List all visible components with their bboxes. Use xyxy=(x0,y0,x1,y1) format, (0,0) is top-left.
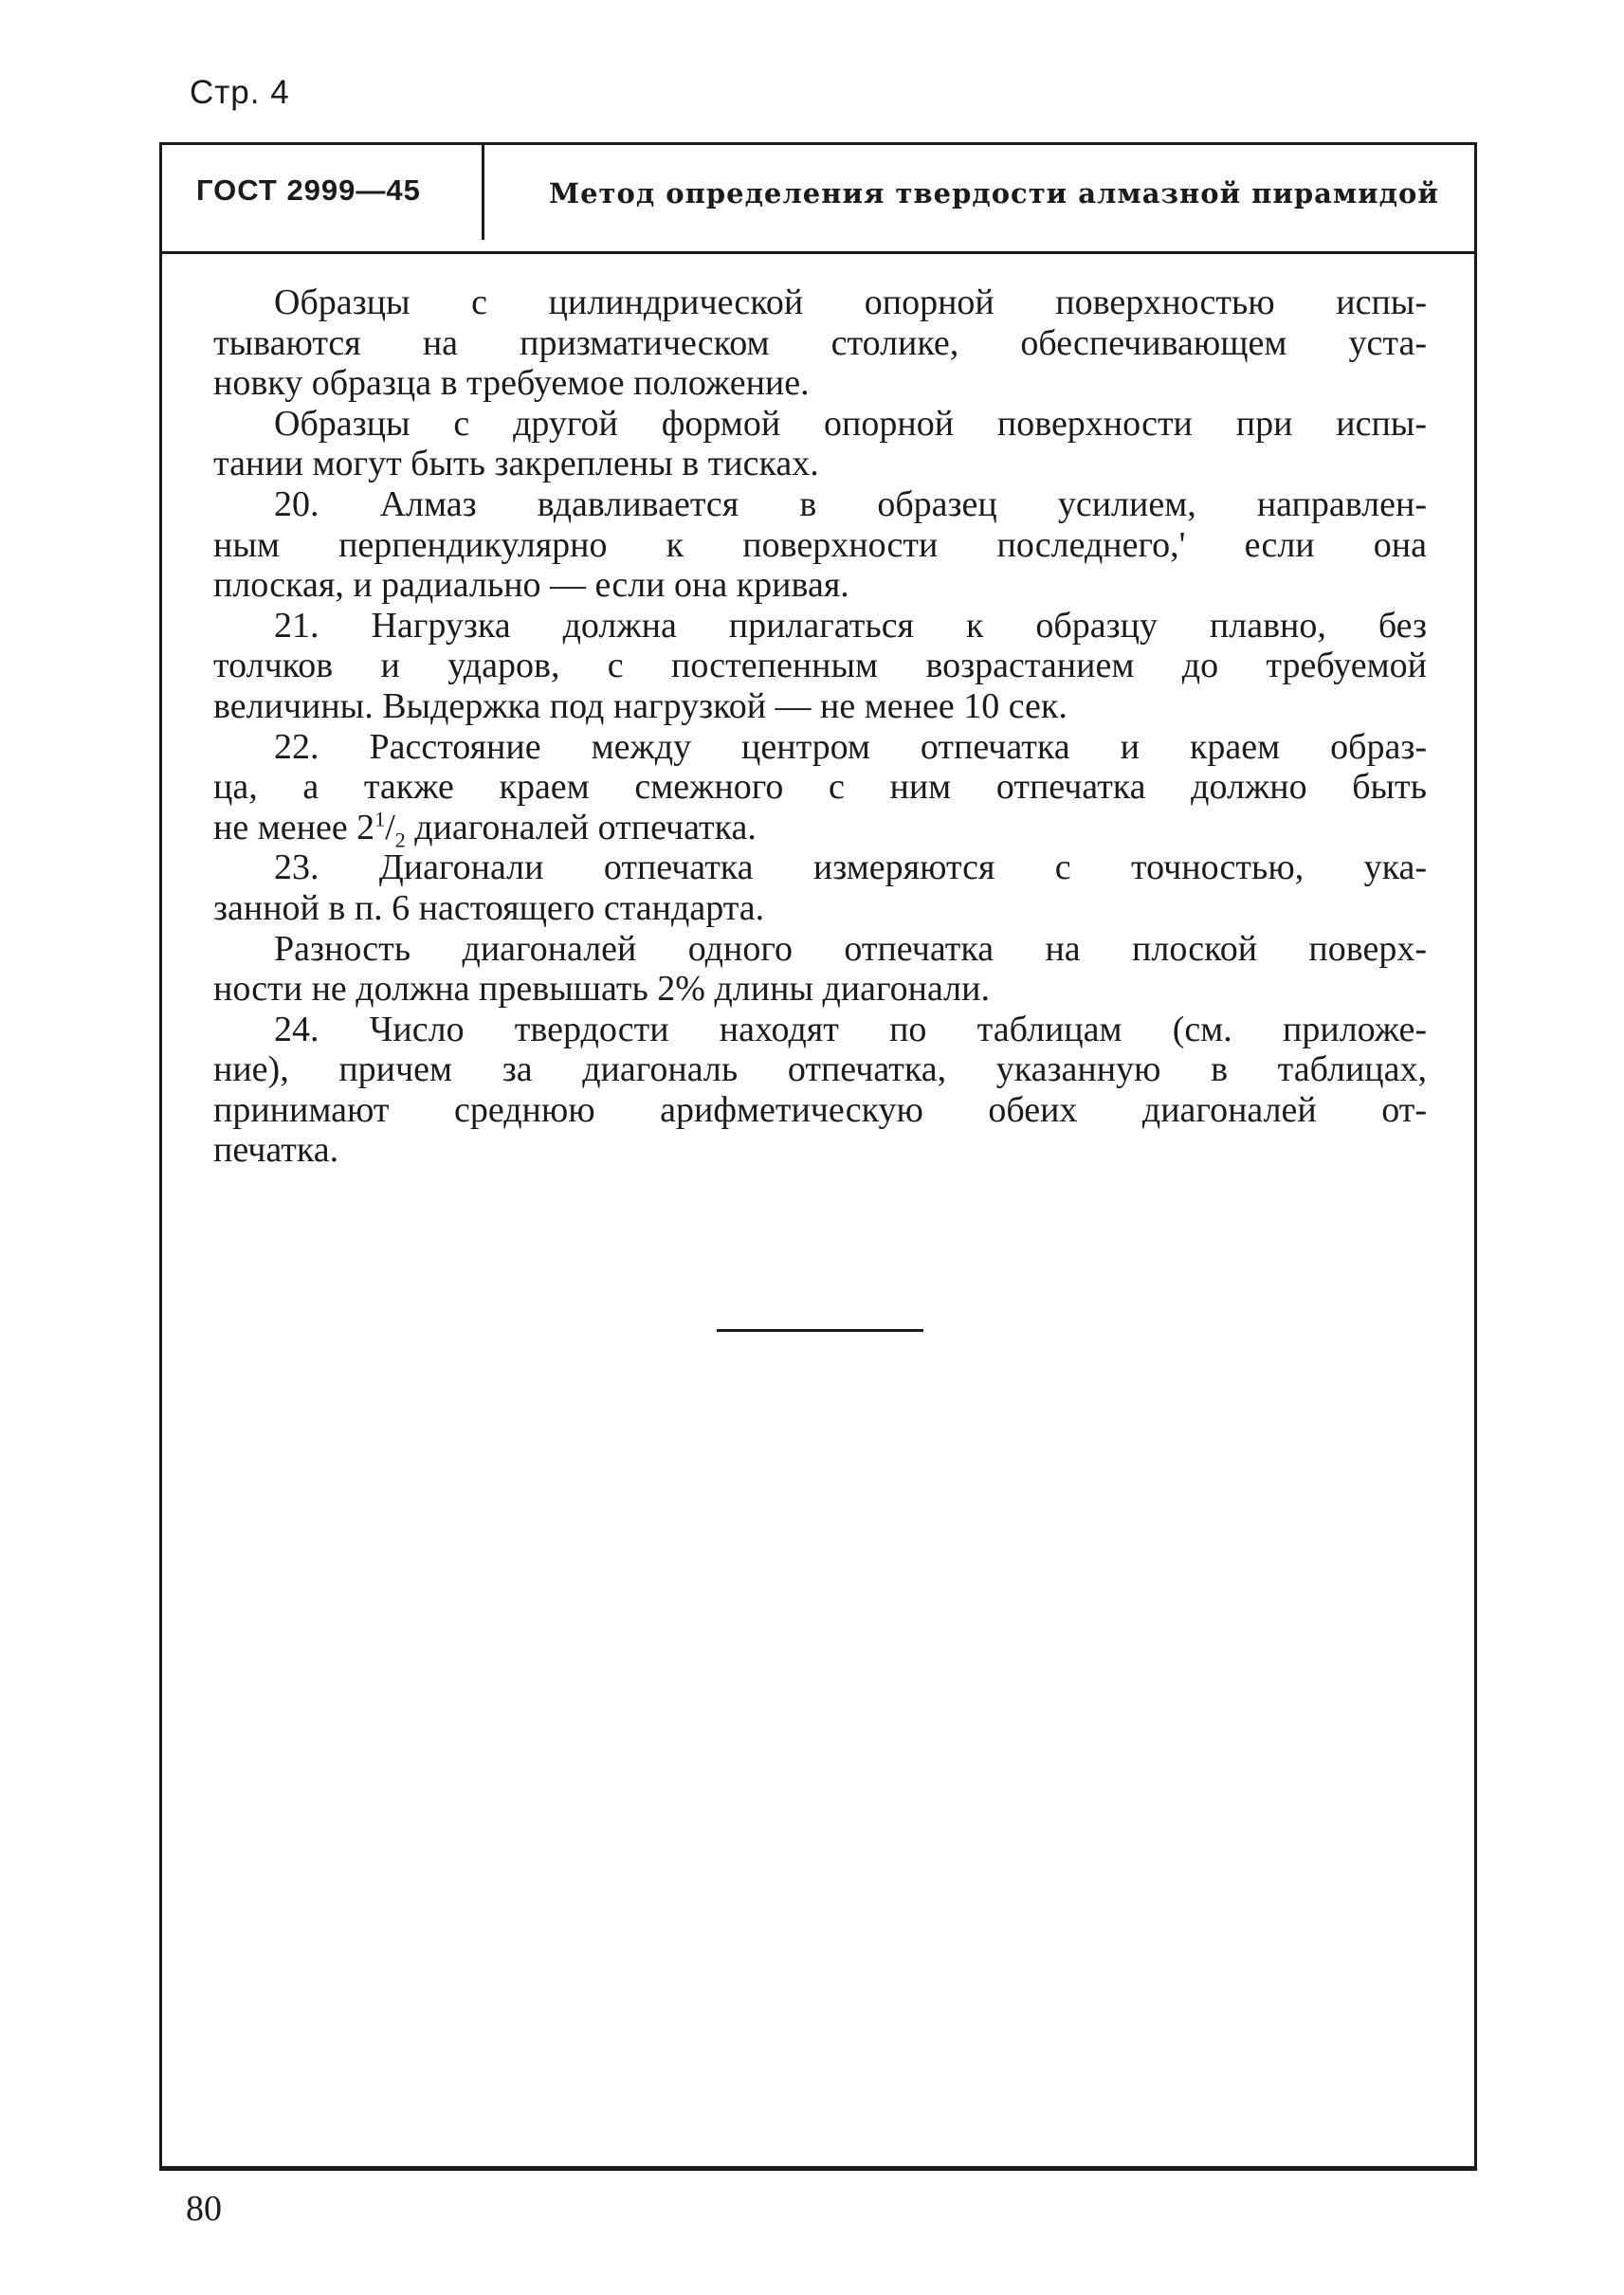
text-line: ние), причем за диагональ отпечатка, указанную в таблицах, xyxy=(213,1049,1427,1090)
document-title: Метод определения твердости алмазной пирамидой xyxy=(549,177,1439,209)
document-header xyxy=(162,145,1474,254)
text-line: Разность диагоналей одного отпечатка на плоской поверх- xyxy=(274,928,1427,969)
text-line-with-fraction xyxy=(213,807,1427,852)
fraction-slash: / xyxy=(385,807,395,847)
text-line: ным перпендикулярно к поверхности последнего,' если она xyxy=(213,524,1427,565)
text-line: печатка. xyxy=(213,1130,339,1171)
text-fragment: диагоналей отпечатка. xyxy=(405,807,757,847)
body-text xyxy=(213,282,1427,1171)
text-line: 20. Алмаз вдавливается в образец усилием, направлен- xyxy=(274,483,1427,524)
text-line: Образцы с цилиндрической опорной поверхностью испы- xyxy=(274,282,1427,322)
text-line: Образцы с другой формой опорной поверхности при испы- xyxy=(274,403,1427,444)
text-fragment: не менее 2 xyxy=(213,807,375,847)
end-rule xyxy=(717,1329,923,1332)
text-line: тываются на призматическом столике, обеспечивающем уста- xyxy=(213,322,1427,363)
fraction-denominator: 2 xyxy=(394,828,406,852)
text-line: толчков и ударов, с постепенным возрастанием до требуемой xyxy=(213,646,1427,686)
text-line: ности не должна превышать 2% длины диагонали. xyxy=(213,969,990,1010)
text-line: занной в п. 6 настоящего стандарта. xyxy=(213,887,765,928)
text-line: 23. Диагонали отпечатка измеряются с точностью, ука- xyxy=(274,847,1427,888)
text-line: 21. Нагрузка должна прилагаться к образцу плавно, без xyxy=(274,605,1427,646)
fraction-numerator: 1 xyxy=(374,807,386,831)
text-line: тании могут быть закреплены в тисках. xyxy=(213,444,819,484)
page-label: Стр. 4 xyxy=(190,74,290,111)
text-line: 24. Число твердости находят по таблицам (см. приложе- xyxy=(274,1009,1427,1049)
text-line: новку образца в требуемое положение. xyxy=(213,363,810,404)
text-line: 22. Расстояние между центром отпечатка и краем образ- xyxy=(274,726,1427,767)
header-divider xyxy=(482,145,484,240)
text-line: плоская, и радиально — если она кривая. xyxy=(213,565,849,606)
text-line: ца, а также краем смежного с ним отпечатка должно быть xyxy=(213,767,1427,808)
document-code: ГОСТ 2999—45 xyxy=(196,173,421,207)
text-line: величины. Выдержка под нагрузкой — не менее 10 сек. xyxy=(213,685,1067,726)
page-number: 80 xyxy=(186,2189,222,2229)
text-line: принимают среднюю арифметическую обеих диагоналей от- xyxy=(213,1089,1427,1130)
